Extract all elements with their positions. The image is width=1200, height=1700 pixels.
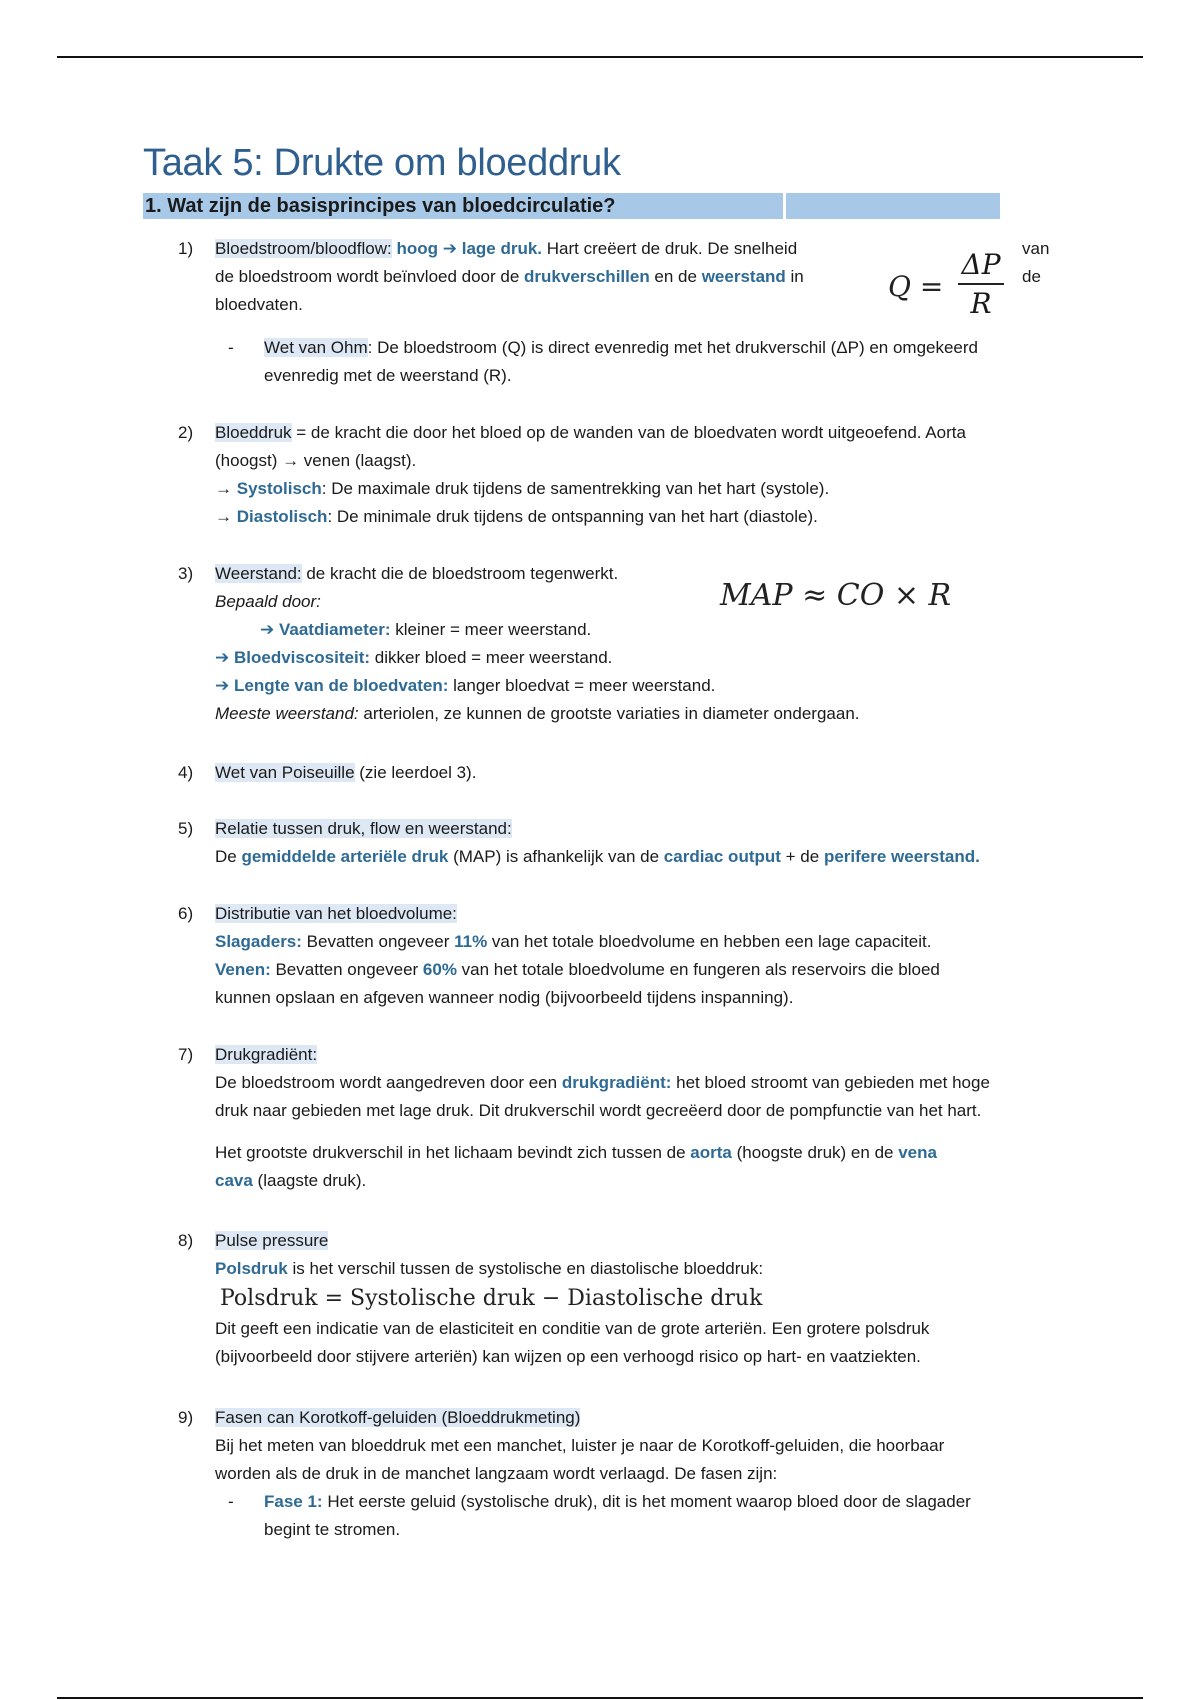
text: (bijvoorbeeld door stijvere arteriën) kan wijzen op een verhoogd risico op hart- en vaatziekten. <box>215 1347 921 1366</box>
text: Meeste weerstand: <box>215 704 359 723</box>
text: : De maximale druk tijdens de samentrekking van het hart (systole). <box>321 479 830 498</box>
bullet-dash: - <box>228 1492 234 1511</box>
footer-rule <box>57 1697 1143 1699</box>
keyword: gemiddelde arteriële druk <box>241 847 449 866</box>
item-number: 7) <box>178 1045 194 1064</box>
text: langer bloedvat = meer weerstand. <box>448 676 716 695</box>
arrow-icon: ➔ <box>215 676 230 695</box>
item-2-text <box>215 419 1060 531</box>
text: en de <box>649 267 702 286</box>
text: druk naar gebieden met lage druk. Dit drukverschil wordt gecreëerd door de pompfunctie van het hart. <box>215 1101 982 1120</box>
item-4-text <box>215 759 1060 787</box>
text: (hoogste druk) en de <box>731 1143 899 1162</box>
text: Bij het meten van bloeddruk met een manchet, luister je naar de Korotkoff-geluiden, die hoorbaar <box>215 1436 945 1455</box>
text: Dit geeft een indicatie van de elasticiteit en conditie van de grote arteriën. Een grotere polsdruk <box>215 1319 930 1338</box>
text: Het grootste drukverschil in het lichaam bevindt zich tussen de <box>215 1143 691 1162</box>
text: (laagste druk). <box>252 1171 367 1190</box>
item-label: Distributie van het bloedvolume: <box>215 904 457 923</box>
arrow-icon: ➔ <box>442 239 457 258</box>
item-number: 9) <box>178 1408 194 1427</box>
item-label: Bloeddruk <box>215 423 292 442</box>
text: begint te stromen. <box>264 1520 401 1539</box>
item-label: Wet van Poiseuille <box>215 763 355 782</box>
item-label: Weerstand: <box>215 564 302 583</box>
page-title: Taak 5: Drukte om bloeddruk <box>143 142 621 184</box>
text: + de <box>780 847 824 866</box>
text: (zie leerdoel 3). <box>354 763 477 782</box>
item-6-text <box>215 900 1060 1012</box>
text: van het totale bloedvolume en fungeren als reservoirs die bloed <box>456 960 940 979</box>
item-label: Fasen can Korotkoff-geluiden (Bloeddrukmeting) <box>215 1408 581 1427</box>
ohm-subitem <box>264 334 1064 390</box>
text: Het eerste geluid (systolische druk), dit is het moment waarop bloed door de slagader <box>322 1492 971 1511</box>
text: van <box>1022 239 1050 258</box>
keyword: hoog <box>396 239 438 258</box>
keyword: vena <box>898 1143 937 1162</box>
keyword: 60% <box>422 960 457 979</box>
keyword: Vaatdiameter: <box>278 620 391 639</box>
text: Hart creëert de druk. De snelheid <box>542 239 798 258</box>
text: kleiner = meer weerstand. <box>390 620 592 639</box>
text: is het verschil tussen de systolische en diastolische bloeddruk: <box>287 1259 764 1278</box>
arrow-icon: ➔ <box>260 620 275 639</box>
text: (MAP) is afhankelijk van de <box>448 847 664 866</box>
item-number: 4) <box>178 763 194 782</box>
fase-1-subitem <box>264 1488 1054 1544</box>
item-label: Pulse pressure <box>215 1231 329 1250</box>
item-label: Relatie tussen druk, flow en weerstand: <box>215 819 512 838</box>
keyword: drukgradiënt: <box>561 1073 672 1092</box>
item-number: 2) <box>178 423 194 442</box>
keyword: lage druk. <box>461 239 543 258</box>
item-number: 8) <box>178 1231 194 1250</box>
keyword: Lengte van de bloedvaten: <box>233 676 449 695</box>
keyword: Polsdruk <box>215 1259 288 1278</box>
arrow-icon: ➔ <box>215 648 230 667</box>
text: (hoogst) → venen (laagst). <box>215 451 417 470</box>
item-label: Bloedstroom/bloodflow: <box>215 239 392 258</box>
fraction-bar <box>958 283 1004 285</box>
bullet-dash: - <box>228 338 234 357</box>
text: kunnen opslaan en afgeven wanneer nodig (bijvoorbeeld tijdens inspanning). <box>215 988 794 1007</box>
keyword: Slagaders: <box>215 932 302 951</box>
ohm-formula-denominator: R <box>970 287 992 320</box>
section-heading <box>143 193 1000 219</box>
item-number: 1) <box>178 239 194 258</box>
ohm-formula-fraction <box>958 248 1004 320</box>
keyword: weerstand <box>701 267 786 286</box>
item-number: 6) <box>178 904 194 923</box>
text: = de kracht die door het bloed op de wanden van de bloedvaten wordt uitgeoefend. Aorta <box>291 423 966 442</box>
ohm-formula-lhs: Q = <box>888 270 944 303</box>
text: het bloed stroomt van gebieden met hoge <box>671 1073 990 1092</box>
item-1-text <box>215 235 855 319</box>
text: : De bloedstroom (Q) is direct evenredig met het drukverschil (ΔP) en omgekeerd <box>367 338 979 357</box>
keyword: drukverschillen <box>524 267 650 286</box>
keyword: Fase 1: <box>264 1492 323 1511</box>
text: arteriolen, ze kunnen de grootste variaties in diameter ondergaan. <box>358 704 860 723</box>
text: in <box>785 267 804 286</box>
keyword: perifere weerstand. <box>823 847 980 866</box>
item-8-text <box>215 1227 1060 1371</box>
map-formula: MAP ≈ CO × R <box>720 578 952 613</box>
text: : De minimale druk tijdens de ontspanning van het hart (diastole). <box>327 507 818 526</box>
text: dikker bloed = meer weerstand. <box>370 648 613 667</box>
text: De bloedstroom wordt aangedreven door een <box>215 1073 562 1092</box>
text: de <box>1022 267 1041 286</box>
keyword: cardiac output <box>663 847 781 866</box>
item-number: 5) <box>178 819 194 838</box>
polsdruk-formula: Polsdruk = Systolische druk − Diastolische druk <box>220 1286 763 1311</box>
keyword: 11% <box>454 932 488 951</box>
header-rule <box>57 56 1143 58</box>
text: de bloedstroom wordt beïnvloed door de <box>215 267 525 286</box>
text: bloedvaten. <box>215 295 303 314</box>
keyword: Bloedviscositeit: <box>233 648 371 667</box>
item-label: Wet van Ohm <box>264 338 368 357</box>
keyword: aorta <box>690 1143 732 1162</box>
item-9-text <box>215 1404 1060 1488</box>
keyword: Diastolisch <box>236 507 328 526</box>
text: Bevatten ongeveer <box>301 932 455 951</box>
item-label: Drukgradiënt: <box>215 1045 318 1064</box>
keyword: cava <box>215 1171 253 1190</box>
arrow-icon: → <box>215 479 232 498</box>
text: De <box>215 847 242 866</box>
text: evenredig met de weerstand (R). <box>264 366 512 385</box>
arrow-icon: → <box>215 507 232 526</box>
text: worden als de druk in de manchet langzaam wordt verlaagd. De fasen zijn: <box>215 1464 778 1483</box>
heading-gap <box>783 193 786 219</box>
keyword: Venen: <box>215 960 271 979</box>
text: Bevatten ongeveer <box>270 960 423 979</box>
item-1-side-text <box>1022 235 1082 291</box>
keyword: Systolisch <box>236 479 322 498</box>
ohm-formula-numerator: ΔP <box>961 248 1001 281</box>
text: de kracht die de bloedstroom tegenwerkt. <box>301 564 619 583</box>
text: Bepaald door: <box>215 592 321 611</box>
text: van het totale bloedvolume en hebben een lage capaciteit. <box>487 932 932 951</box>
item-number: 3) <box>178 564 194 583</box>
item-7-text <box>215 1041 1060 1195</box>
section-heading-text: 1. Wat zijn de basisprincipes van bloedcirculatie? <box>145 195 616 217</box>
item-5-text <box>215 815 1060 871</box>
